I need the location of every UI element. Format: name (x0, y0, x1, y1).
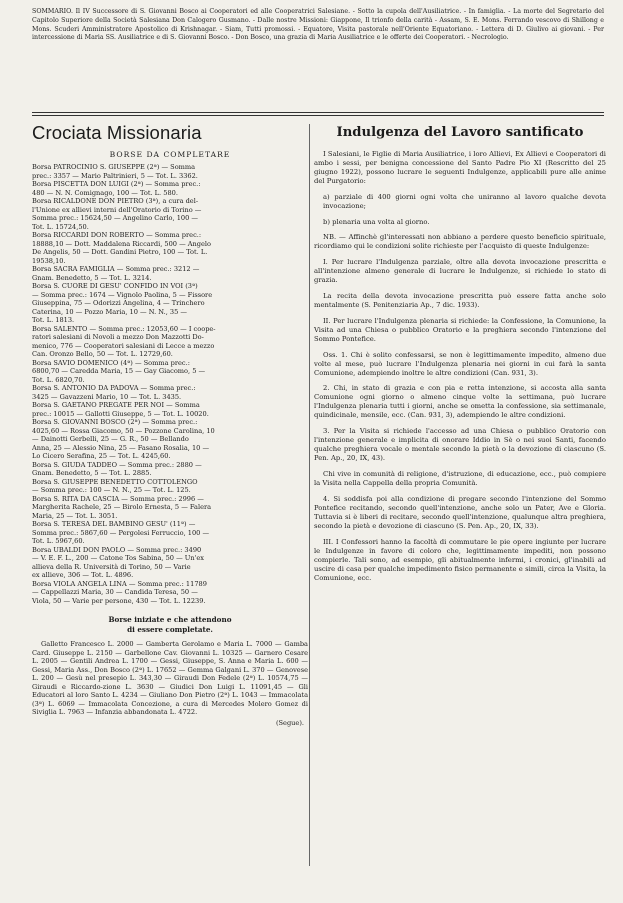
borse-iniziate-list: Galletto Francesco L. 2000 — Gamberta Gerolamo e Maria L. 7000 — Gamba Card. Giuseppe L. 2150 — Garbellone Cav. Giovanni L. 10325 — Garnero Cesare L. 2005 — Gentili Andrea L. 1700 — Gessi, Giuseppe, S. Anna e Maria L. 600 — Gessi, Maria Ass., Don Bosco (2ª) L. 17652 — Gemma Galgani L. 370 — Genovese L. 200 — Gesù nel presepio L. 343,30 — Giraudi Don Fedele (2ª) L. 10574,75 — Giraudi e Riccardo-zione L. 3630 — Giudici Don Luigi L. 11091,45 — Gli Educatori al loro Santo L. 4234 — Giuliano Don Pietro (2ª) L. 1043 — Immacolata (3ª) L. 6069 — Immacolata Concezione, a cura di Mercedes Molero Gomez di Siviglia L. 7963 — Infanzia abbandonata L. 4722. (32, 640, 308, 716)
borsa-line: Can. Oronzo Bello, 50 — Tot. L. 12729,60. (32, 350, 173, 358)
borse-iniziate-line2: di essere completate. (127, 624, 213, 634)
borse-iniziate-subtitle (32, 615, 308, 634)
indulgenza-paragraph: Chi vive in comunità di religione, d'istruzione, di educazione, ecc., può compiere la Visita nella Cappella della propria Comunità. (314, 469, 606, 487)
borsa-line: Borsa SAVIO DOMENICO (4ª) — Somma prec.: (32, 358, 190, 367)
crociata-title: Crociata Missionaria (32, 122, 202, 143)
borsa-line: 18888,10 — Dott. Maddalena Riccardi, 500 — Angelo (32, 239, 211, 248)
borsa-line: ex allieve, 306 — Tot. L. 4896. (32, 571, 134, 579)
borsa-line: Giuseppina, 75 — Odorizzi Angelina, 4 — Trinchero (32, 299, 205, 307)
indulgenza-paragraph: a) parziale di 400 giorni ogni volta che uniranno al lavoro qualche devota invocazione; (323, 192, 606, 210)
summary-box: SOMMARIO. Il IV Successore di S. Giovanni Bosco ai Cooperatori ed alle Cooperatrici Salesiane. - Sotto la cupola dell'Ausiliatrice. - In famiglia. - La morte del Segretario del Capitolo Superiore della Società Salesiana Don Calogero Gusmano. - Dalle nostre Missioni: Giappone, Il trionfo della carità - Assam, S. E. Mons. Ferrando vescovo di Shillong e Mons. Scuderi Amministratore Apostolico di Krishnagar. - Siam, Tutti promossi. - Equatore, Visita pastorale nell'Oriente Equatoriano. - Lettera di D. Giulivo ai giovani. - Per intercessione di Maria SS. Ausiliatrice e di S. Giovanni Bosco. - Don Bosco, una grazia di Maria Ausiliatrice e le offerte dei Cooperatori. - Necrologio. (32, 8, 604, 42)
borsa-line: Tot. L. 15724,50. (32, 222, 89, 231)
borsa-line: Caterina, 10 — Pozzo Maria, 10 — N. N., 35 — (32, 307, 187, 316)
indulgenza-paragraph: I. Per lucrare l'Indulgenza parziale, oltre alla devota invocazione prescritta e all'intenzione almeno generale di lucrare le Indulgenze, si richiede lo stato di grazia. (314, 258, 606, 285)
borsa-line: 19538,10. (32, 256, 66, 265)
borsa-line: — Somma prec.: 100 — N. N., 25 — Tot. L. 125. (32, 486, 191, 494)
borsa-line: Somma prec.: 15624,50 — Angelino Carlo, 100 — (32, 214, 198, 222)
borsa-line: Gnam. Benedetto, 5 — Tot. L. 2885. (32, 469, 152, 477)
borsa-line: Borsa PISCETTA DON LUIGI (2ª) — Somma prec.: (32, 180, 201, 188)
borsa-line: Borsa UBALDI DON PAOLO — Somma prec.: 3490 (32, 545, 202, 554)
borsa-line: Borsa S. GIUSEPPE BENEDETTO COTTOLENGO (32, 477, 198, 486)
borsa-line: — Cappellazzi Maria, 30 — Candida Teresa, 50 — (32, 588, 198, 596)
indulgenza-paragraph: I Salesiani, le Figlie di Maria Ausiliatrice, i loro Allievi, Ex Allievi e Cooperatori di ambo i sessi, per benigna concessione del Santo Padre Pio XI (Rescritto del 25 giugno 1922), possono lucrare le seguenti Indulgenze, applicabili pure alle anime del Purgatorio: (314, 150, 606, 185)
borsa-line: Borsa S. TERESA DEL BAMBINO GESU' (11ª) — (32, 520, 196, 528)
borsa-line: Borsa VIOLA ANGELA LINA — Somma prec.: 11789 (32, 579, 207, 588)
borsa-line: prec.: 10015 — Gallotti Giuseppe, 5 — Tot. L. 10020. (32, 409, 209, 418)
borsa-line: ratori salesiani di Novoli a mezzo Don Mazzotti Do- (32, 333, 204, 341)
indulgenza-paragraph: NB. — Affinchè gl'interessati non abbiano a perdere questo beneficio spirituale, ricordiamo qui le condizioni solite richieste per l'acquisto di queste Indulgenze: (314, 233, 606, 251)
borsa-line: — Somma prec.: 1674 — Vignolo Paolina, 5 — Fissore (32, 290, 213, 299)
segue-note: (Segue). (275, 718, 304, 727)
indulgenza-column (314, 122, 606, 587)
crociata-column (32, 122, 308, 727)
borsa-line: 6800,70 — Caredda Maria, 15 — Gay Giacomo, 5 — (32, 367, 206, 375)
borsa-line: — V. E. F. L., 200 — Catone Tos Sabina, 50 — Un'ex (32, 554, 205, 562)
borsa-line: Borsa SALENTO — Somma prec.: 12053,60 — I coope- (32, 324, 216, 333)
borsa-line: Borsa S. GIUDA TADDEO — Somma prec.: 2880 — (32, 460, 202, 469)
borse-subtitle: BORSE DA COMPLETARE (109, 150, 231, 159)
borse-list (32, 163, 308, 605)
borsa-line: Borsa RICALDONE DON PIETRO (3ª), a cura del- (32, 197, 199, 205)
borsa-line: Maria, 25 — Tot. L. 3051. (32, 511, 118, 520)
borse-iniziate-line1: Borse iniziate e che attendono (108, 615, 232, 624)
borsa-line: Tot. L. 5967,60. (32, 537, 85, 545)
borsa-line: 3425 — Gavazzeni Mario, 10 — Tot. L. 3435. (32, 392, 182, 401)
summary-rule-bottom (32, 115, 604, 116)
indulgenza-title: Indulgenza del Lavoro santificato (336, 125, 584, 140)
borsa-line: Viola, 50 — Varie per persone, 430 — Tot. L. 12239. (32, 596, 206, 605)
borsa-line: Borsa S. GIOVANNI BOSCO (2ª) — Somma prec.: (32, 418, 198, 426)
indulgenza-paragraph: 4. Si soddisfa poi alla condizione di pregare secondo l'intenzione del Sommo Pontefice recitando, secondo quell'intenzione, anche solo un Pater, Ave e Gloria. Tuttavia si è liberi di recitare, secondo quell'intenzione, qualunque altra preghiera, secondo la pietà e devozione di ciascuno (S. Pen. Ap., 20, IX, 33). (314, 494, 606, 530)
indulgenza-paragraph: Oss. 1. Chi è solito confessarsi, se non è legittimamente impedito, almeno due volte al mese, può lucrare l'Indulgenza plenaria nei giorni in cui farà la santa Comunione, adempiendo inoltre le altre condizioni (Can. 931, 3). (314, 350, 606, 377)
indulgenza-paragraph: 3. Per la Visita si richiede l'accesso ad una Chiesa o pubblico Oratorio con l'intenzione generale e implicita di onorare Iddio in Sè o nei suoi Santi, facendo qualche preghiera vocale o mentale secondo la pietà o la devozione di ciascuno (S. Pen. Ap., 20, IX, 43). (314, 427, 606, 463)
borsa-line: Borsa PATROCINIO S. GIUSEPPE (2ª) — Somma (32, 163, 196, 171)
indulgenza-paragraph: La recita della devota invocazione prescritta può essere fatta anche solo mentalmente (S. Penitenziaria Ap., 7 dic. 1933). (314, 291, 606, 309)
borsa-line: prec.: 3357 — Mario Paltrinieri, 5 — Tot. L. 3362. (32, 171, 198, 180)
borsa-line: Borsa S. CUORE DI GESU' CONFIDO IN VOI (3ª) (32, 282, 198, 290)
borsa-line: Borsa RICCARDI DON ROBERTO — Somma prec.: (32, 231, 202, 239)
borsa-line: Borsa SACRA FAMIGLIA — Somma prec.: 3212 — (32, 265, 200, 273)
borsa-line: 480 — N. N. Comignago, 100 — Tot. L. 580. (32, 188, 178, 197)
indulgenza-paragraph: b) plenaria una volta al giorno. (323, 217, 430, 226)
borsa-line: 4025,60 — Rossa Giacomo, 50 — Pozzone Carolina, 10 (32, 426, 215, 435)
borsa-line: Borsa S. GAETANO PREGATE PER NOI — Somma (32, 401, 200, 409)
borsa-line: Gnam. Benedetto, 5 — Tot. L. 3214. (32, 273, 152, 282)
summary-rule-top (32, 112, 604, 113)
borsa-line: Borsa S. ANTONIO DA PADOVA — Somma prec.: (32, 384, 196, 392)
borsa-line: De Angelis, 50 — Dott. Gandini Pietro, 100 — Tot. L. (32, 248, 208, 256)
borsa-line: Anna, 25 — Alessio Nina, 25 — Fasano Rosalia, 10 — (32, 443, 210, 452)
borsa-line: Margherita Rachele, 25 — Birolo Ernesta, 5 — Falera (32, 503, 212, 511)
indulgenza-body (314, 150, 606, 583)
borsa-line: l'Unione ex allievi interni dell'Oratorio di Torino — (32, 205, 202, 214)
column-separator (309, 124, 310, 866)
borsa-line: Tot. L. 6820,70. (32, 375, 85, 384)
borsa-line: Somma prec.: 5867,60 — Pergolesi Ferruccio, 100 — (32, 528, 210, 537)
indulgenza-paragraph: III. I Confessori hanno la facoltà di commutare le pie opere ingiunte per lucrare le Indulgenze in favore di coloro che, legittimamente impediti, non possono compierle. Tali sono, ad esempio, gli abitualmente infermi, i cronici, gl'inabili ad uscire di casa per qualche impedimento fisico permanente e simili, circa la Visita, la Comunione, ecc. (314, 537, 606, 582)
indulgenza-paragraph: II. Per lucrare l'Indulgenza plenaria si richiede: la Confessione, la Comunione, la Visita ad una Chiesa o pubblico Oratorio e la preghiera secondo l'intenzione del Sommo Pontefice. (314, 316, 606, 343)
borsa-line: — Dainotti Gerbelli, 25 — G. R., 50 — Bellando (32, 435, 189, 443)
indulgenza-paragraph: 2. Chi, in stato di grazia e con pia e retta intenzione, si accosta alla santa Comunione ogni giorno o almeno cinque volte la settimana, può lucrare l'Indulgenza plenaria tutti i giorni, anche se ometta la confessione, sia settimanale, quindicinale, mensile, ecc. (Can. 931, 3), adempiendo le altre condizioni. (314, 384, 606, 420)
borsa-line: menico, 776 — Cooperatori salesiani di Lecce a mezzo (32, 341, 215, 350)
borsa-line: Lo Cicero Serafina, 25 — Tot. L. 4245,60. (32, 452, 171, 460)
borsa-line: Borsa S. RITA DA CASCIA — Somma prec.: 2996 — (32, 494, 204, 503)
borsa-line: Tot. L. 1813. (32, 316, 75, 324)
borsa-line: allieva della R. Università di Torino, 50 — Varie (32, 562, 191, 571)
